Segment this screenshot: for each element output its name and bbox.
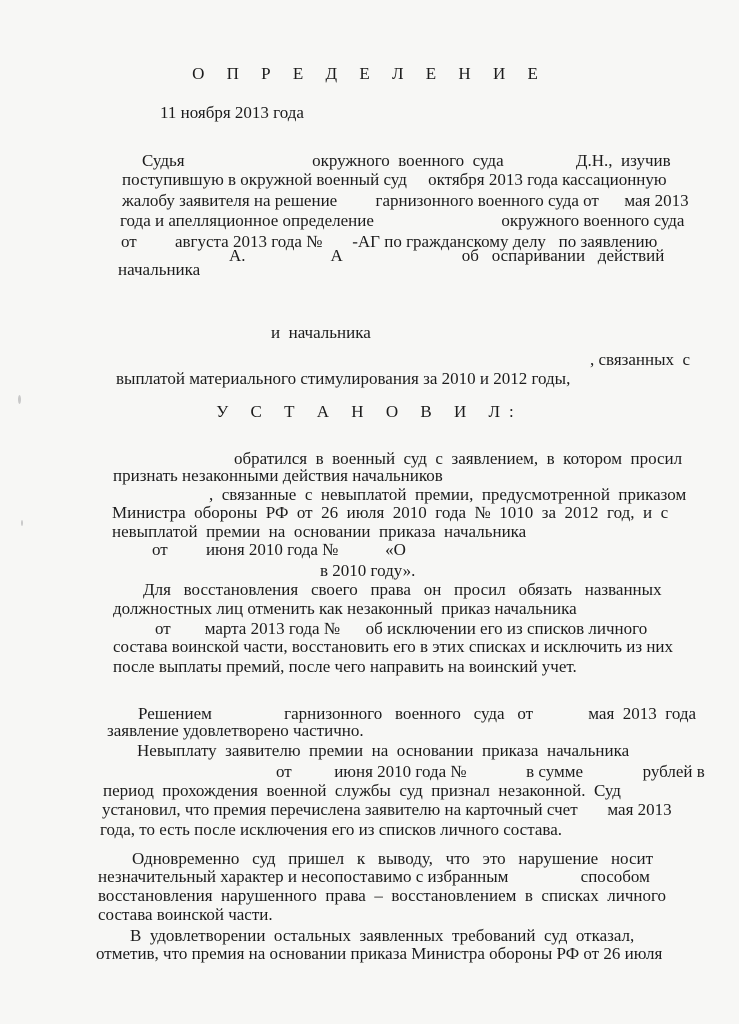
body-line: восстановления нарушенного права – восстановлением в списках личного: [98, 886, 667, 905]
body-line: от марта 2013 года № об исключении его из списков личного: [155, 619, 648, 638]
body-line: обратился в военный суд с заявлением, в котором просил: [234, 449, 683, 468]
intro-line: выплатой материального стимулирования за 2010 и 2012 годы,: [116, 369, 571, 388]
body-line: период прохождения военной службы суд признал незаконной. Суд: [103, 781, 621, 800]
body-line: Министра обороны РФ от 26 июля 2010 года № 1010 за 2012 год, и с: [112, 503, 669, 522]
intro-line: и начальника: [271, 323, 371, 342]
document-date: 11 ноября 2013 года: [160, 103, 304, 122]
intro-line: года и апелляционное определение окружного военного суда: [120, 211, 685, 230]
section-heading: У С Т А Н О В И Л:: [216, 402, 523, 421]
body-line: признать незаконными действия начальников: [113, 466, 443, 485]
body-line: года, то есть после исключения его из списков личного состава.: [100, 820, 562, 839]
body-line: установил, что премия перечислена заявителю на карточный счет мая 2013: [102, 800, 672, 819]
intro-line: жалобу заявителя на решение гарнизонного военного суда от мая 2013: [122, 191, 689, 210]
body-line: состава воинской части, восстановить его в этих списках и исключить из них: [113, 637, 674, 656]
body-line: В удовлетворении остальных заявленных требований суд отказал,: [130, 926, 635, 945]
body-line: после выплаты премий, после чего направить на воинский учет.: [113, 657, 577, 676]
intro-line: начальника: [118, 260, 201, 279]
body-line: заявление удовлетворено частично.: [107, 721, 364, 740]
body-line: Решением гарнизонного военного суда от мая 2013 года: [138, 704, 697, 723]
body-line: , связанные с невыплатой премии, предусмотренной приказом: [209, 485, 687, 504]
intro-line: , связанных с: [590, 350, 691, 369]
intro-line: поступившую в окружной военный суд октября 2013 года кассационную: [122, 170, 667, 189]
body-line: должностных лиц отменить как незаконный приказ начальника: [113, 599, 577, 618]
intro-line: А. А об оспаривании действий: [229, 246, 665, 265]
body-line: от июня 2010 года № «О: [152, 540, 406, 559]
body-line: невыплатой премии на основании приказа начальника: [112, 522, 527, 541]
intro-line: от августа 2013 года № -АГ по гражданскому делу по заявлению: [121, 232, 658, 251]
intro-line: Судья окружного военного суда Д.Н., изучив: [142, 151, 671, 170]
body-line: незначительный характер и несопоставимо с избранным способом: [98, 867, 650, 886]
body-line: в 2010 году».: [320, 561, 416, 580]
body-line: Одновременно суд пришел к выводу, что это нарушение носит: [132, 849, 654, 868]
body-line: Невыплату заявителю премии на основании приказа начальника: [137, 741, 630, 760]
document-title: О П Р Е Д Е Л Е Н И Е: [192, 64, 547, 83]
body-line: отметив, что премия на основании приказа Министра обороны РФ от 26 июля: [96, 944, 663, 963]
body-line: состава воинской части.: [98, 905, 273, 924]
scan-speck: [21, 520, 23, 526]
body-line: от июня 2010 года № в сумме рублей в: [276, 762, 705, 781]
body-line: Для восстановления своего права он просил обязать названных: [143, 580, 662, 599]
